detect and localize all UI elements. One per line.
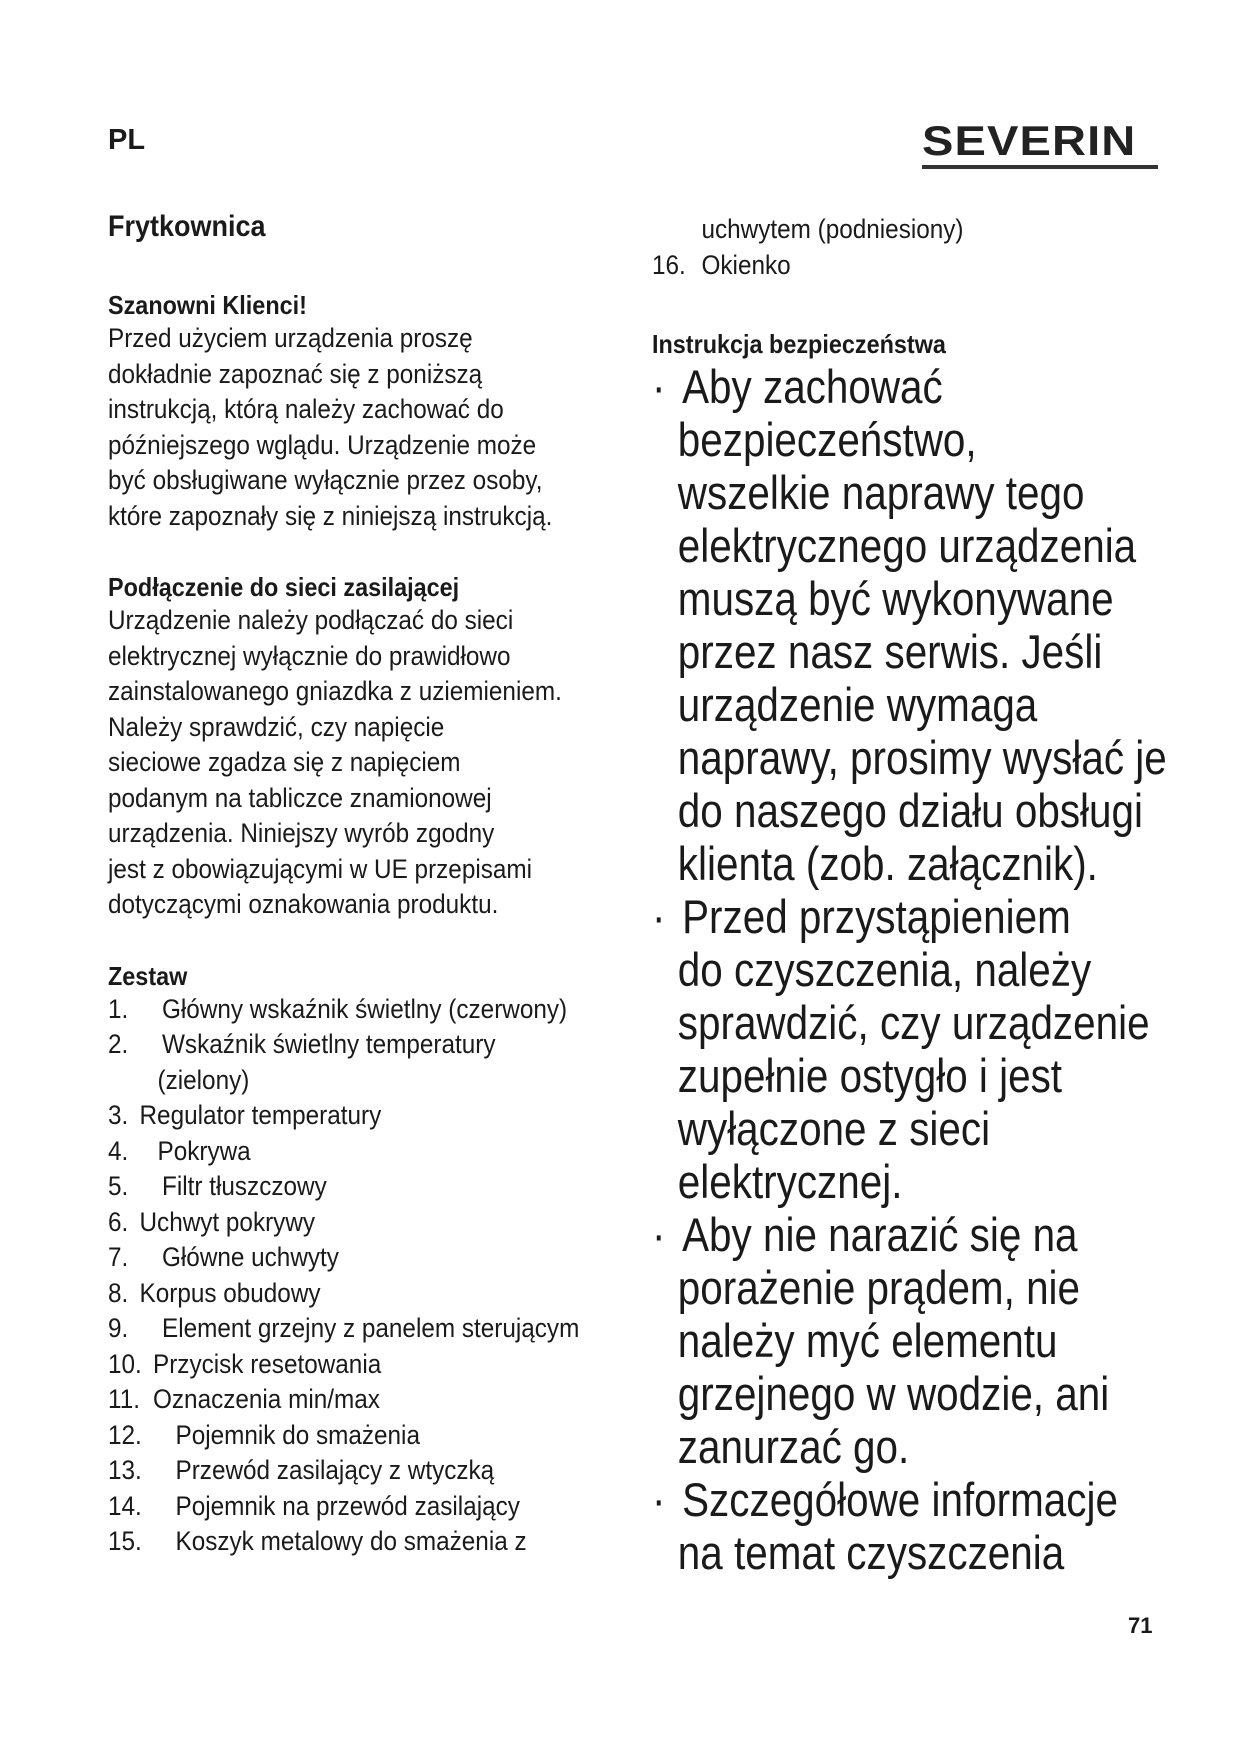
power-line: dotyczącymi oznakowania produktu.	[108, 889, 499, 919]
safety-list	[652, 360, 1172, 1579]
safety-line-text: na temat czyszczenia	[677, 1526, 1065, 1579]
list-item-number: 9.	[108, 1313, 129, 1343]
list-item-text: Główny wskaźnik świetlny (czerwony)	[162, 993, 568, 1024]
list-item-number	[652, 212, 702, 248]
safety-line-text: zupełnie ostygło i jest	[677, 1049, 1063, 1102]
safety-line	[652, 1420, 1211, 1473]
power-line: zainstalowanego gniazdka z uziemieniem.	[108, 676, 562, 706]
list-item-number: 4.	[108, 1135, 129, 1166]
greeting-line: które zapoznały się z niniejszą instrukcją.	[108, 500, 553, 531]
set-list-continuation	[652, 212, 1172, 283]
list-item-text: Pojemnik do smażenia	[175, 1419, 420, 1450]
logo-underline	[922, 165, 1158, 169]
safety-line	[652, 1526, 1211, 1579]
bullet-icon: ·	[652, 1208, 666, 1261]
safety-line	[652, 1473, 1211, 1526]
greeting-line: być obsługiwane wyłącznie przez osoby,	[108, 465, 543, 495]
list-item	[108, 1240, 666, 1276]
power-line: podanym na tabliczce znamionowej	[108, 782, 492, 813]
language-code: PL	[108, 124, 146, 156]
power-heading: Podłączenie do sieci zasilającej	[108, 572, 460, 602]
list-item-text: Wskaźnik świetlny temperatury	[162, 1029, 496, 1059]
set-heading: Zestaw	[108, 960, 188, 991]
greeting-heading: Szanowni Klienci!	[108, 290, 307, 320]
list-item-text: Filtr tłuszczowy	[162, 1171, 327, 1201]
bullet-icon: ·	[652, 890, 666, 943]
safety-line	[652, 890, 1211, 943]
list-item-text: Element grzejny z panelem sterującym	[162, 1313, 580, 1343]
greeting-line: późniejszego wglądu. Urządzenie może	[108, 429, 537, 460]
list-item-number: 5.	[108, 1171, 129, 1201]
list-item-number: 12.	[108, 1419, 142, 1450]
list-item	[108, 1453, 666, 1489]
list-item-text: (zielony)	[157, 1064, 250, 1095]
list-item-text: Okienko	[701, 249, 791, 280]
safety-heading: Instrukcja bezpieczeństwa	[652, 329, 946, 359]
safety-line	[652, 360, 1211, 413]
list-item	[108, 1276, 666, 1312]
list-item	[108, 1347, 666, 1383]
power-body	[108, 603, 648, 923]
power-line: sieciowe zgadza się z napięciem	[108, 747, 461, 777]
safety-line-text: urządzenie wymaga	[677, 678, 1038, 731]
list-item	[108, 1134, 666, 1170]
list-item	[108, 1027, 666, 1063]
list-item-text: Pokrywa	[157, 1135, 251, 1166]
power-line: jest z obowiązującymi w UE przepisami	[108, 853, 533, 884]
safety-line	[652, 1367, 1211, 1420]
list-item-text: uchwytem (podniesiony)	[701, 214, 964, 244]
list-item-number: 15.	[108, 1526, 142, 1556]
list-item	[108, 1098, 666, 1134]
bullet-icon: ·	[652, 1473, 666, 1526]
bullet-icon: ·	[652, 360, 666, 413]
safety-line-text: elektrycznej.	[677, 1155, 903, 1208]
safety-line-text: należy myć elementu	[677, 1314, 1058, 1367]
brand-logo: SEVERIN	[922, 117, 1137, 164]
list-item-text: Regulator temperatury	[139, 1100, 382, 1130]
list-item-text: Uchwyt pokrywy	[139, 1206, 316, 1237]
document-title: Frytkownica	[108, 210, 266, 243]
power-line: urządzenia. Niniejszy wyrób zgodny	[108, 818, 495, 848]
list-item	[108, 1205, 666, 1241]
list-item-number: 14.	[108, 1490, 142, 1521]
safety-line	[652, 784, 1211, 837]
list-item-text: Pojemnik na przewód zasilający	[175, 1490, 520, 1521]
greeting-line: Przed użyciem urządzenia proszę	[108, 323, 473, 353]
safety-line-text: Aby zachować	[682, 360, 943, 413]
safety-line	[652, 731, 1211, 784]
right-column	[652, 212, 1172, 1579]
greeting-line: instrukcją, którą należy zachować do	[108, 394, 504, 424]
left-column	[108, 210, 648, 1560]
safety-line	[652, 413, 1211, 466]
greeting-line: dokładnie zapoznać się z poniższą	[108, 358, 483, 389]
safety-line-text: grzejnego w wodzie, ani	[677, 1367, 1110, 1420]
safety-line-text: bezpieczeństwo,	[677, 413, 977, 466]
list-item	[108, 1524, 666, 1560]
list-item-number: 3.	[108, 1100, 129, 1130]
power-line: Należy sprawdzić, czy napięcie	[108, 711, 445, 742]
safety-line	[652, 1102, 1211, 1155]
set-list	[108, 992, 648, 1560]
safety-line-text: porażenie prądem, nie	[677, 1261, 1081, 1314]
list-item	[108, 1169, 666, 1205]
list-item-text: Oznaczenia min/max	[153, 1384, 380, 1414]
safety-line	[652, 943, 1211, 996]
list-item-text: Przewód zasilający z wtyczką	[175, 1455, 495, 1485]
list-item-text: Przycisk resetowania	[153, 1348, 382, 1379]
list-item	[108, 1382, 666, 1418]
safety-line-text: wyłączone z sieci	[677, 1102, 991, 1155]
safety-line-text: Aby nie narazić się na	[682, 1208, 1078, 1261]
list-item	[652, 212, 1210, 248]
safety-line	[652, 519, 1211, 572]
list-item-number: 7.	[108, 1242, 129, 1272]
list-item-number: 16.	[652, 249, 686, 280]
greeting-body	[108, 321, 648, 534]
power-line: elektrycznej wyłącznie do prawidłowo	[108, 640, 511, 671]
safety-line	[652, 466, 1211, 519]
list-item	[108, 1311, 666, 1347]
safety-line	[652, 1208, 1211, 1261]
list-item-number: 11.	[108, 1384, 140, 1414]
list-item-text: Korpus obudowy	[139, 1277, 321, 1308]
safety-line	[652, 572, 1211, 625]
safety-line-text: przez nasz serwis. Jeśli	[677, 625, 1103, 678]
safety-line-text: zanurzać go.	[677, 1420, 910, 1473]
safety-line	[652, 678, 1211, 731]
safety-line-text: elektrycznego urządzenia	[677, 519, 1137, 572]
list-item-text: Główne uchwyty	[162, 1242, 339, 1272]
list-item-number: 10.	[108, 1348, 142, 1379]
list-item-number: 13.	[108, 1455, 142, 1485]
safety-line-text: muszą być wykonywane	[677, 572, 1114, 625]
safety-line	[652, 1314, 1211, 1367]
list-item-number: 1.	[108, 993, 129, 1024]
list-item-text: Koszyk metalowy do smażenia z	[175, 1526, 527, 1556]
power-line: Urządzenie należy podłączać do sieci	[108, 605, 514, 635]
safety-line-text: klienta (zob. załącznik).	[677, 837, 1098, 890]
safety-line-text: wszelkie naprawy tego	[677, 466, 1085, 519]
list-item	[108, 1489, 666, 1525]
safety-line	[652, 1261, 1211, 1314]
safety-line-text: Szczegółowe informacje	[682, 1473, 1118, 1526]
safety-line	[652, 837, 1211, 890]
list-item-number	[108, 1063, 158, 1099]
list-item-number: 8.	[108, 1277, 129, 1308]
safety-line	[652, 625, 1211, 678]
list-item	[652, 248, 1210, 284]
list-item	[108, 992, 666, 1028]
list-item	[108, 1063, 666, 1099]
safety-line-text: naprawy, prosimy wysłać je	[677, 731, 1167, 784]
safety-line	[652, 1049, 1211, 1102]
safety-line-text: do naszego działu obsługi	[677, 784, 1143, 837]
safety-line-text: do czyszczenia, należy	[677, 943, 1092, 996]
list-item-number: 2.	[108, 1029, 129, 1059]
safety-line-text: sprawdzić, czy urządzenie	[677, 996, 1150, 1049]
safety-line	[652, 1155, 1211, 1208]
list-item-number: 6.	[108, 1206, 129, 1237]
list-item	[108, 1418, 666, 1454]
page-number: 71	[1128, 1613, 1153, 1638]
safety-line-text: Przed przystąpieniem	[682, 890, 1071, 943]
safety-line	[652, 996, 1211, 1049]
